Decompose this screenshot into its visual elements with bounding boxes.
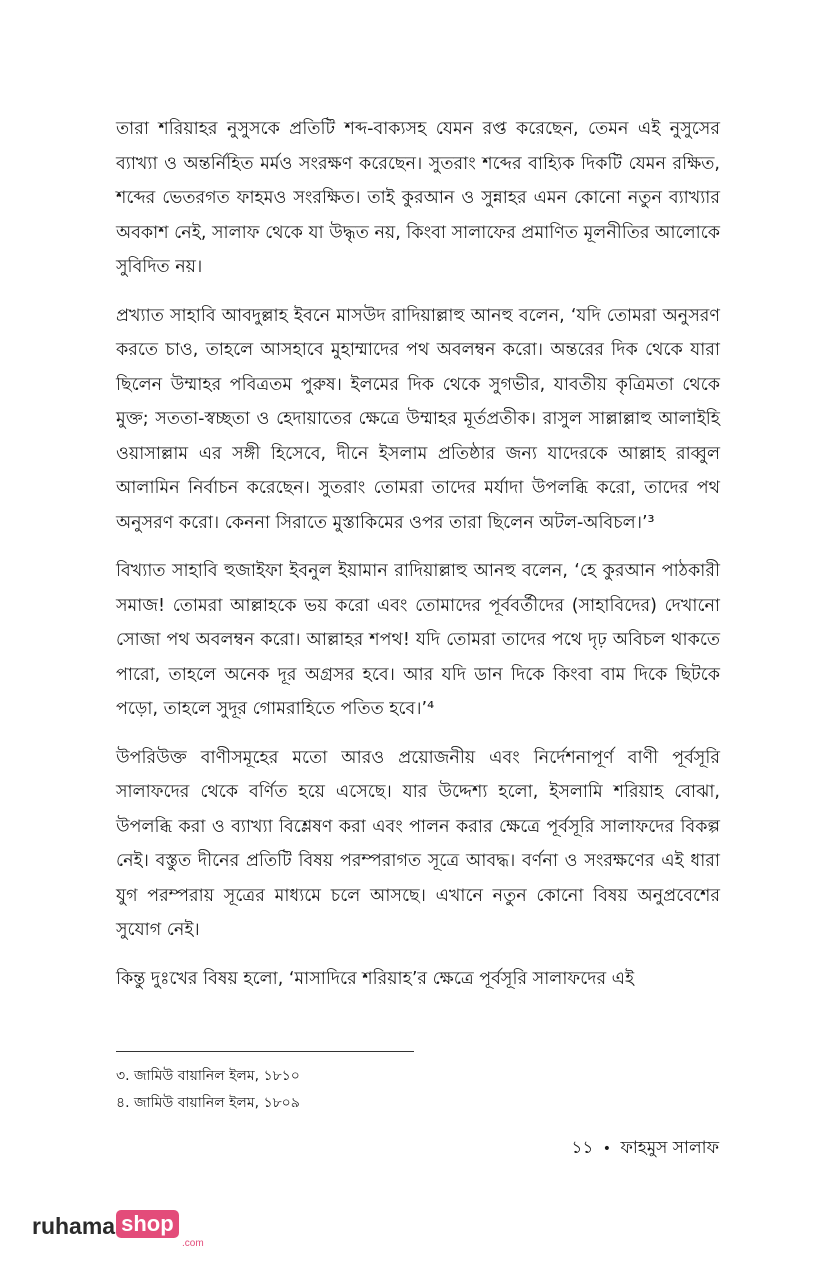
book-title: ফাহমুস সালাফ xyxy=(620,1138,719,1158)
paragraph: বিখ্যাত সাহাবি হুজাইফা ইবনুল ইয়ামান রাদিয়াল্লাহু আনহু বলেন, ‘হে কুরআন পাঠকারী সমাজ! তোমরা আল্লাহকে ভয় করো এবং তোমাদের পূর্ববর্তীদের (সাহাবিদের) দেখানো সোজা পথ অবলম্বন করো। আল্লাহর শপথ! যদি তোমরা তাদের পথে দৃঢ় অবিচল থাকতে পারো, তাহলে অনেক দূর অগ্রসর হবে। আর যদি ডান দিকে কিংবা বাম দিকে ছিটকে পড়ো, তাহলে সুদূর গোমরাহিতে পতিত হবে।’⁴ xyxy=(116,561,720,719)
footnote-divider xyxy=(116,1051,414,1052)
main-text xyxy=(116,112,720,1010)
page-number: ১১ xyxy=(571,1138,594,1158)
paragraph: তারা শরিয়াহর নুসুসকে প্রতিটি শব্দ-বাক্যসহ যেমন রপ্ত করেছেন, তেমন এই নুসুসের ব্যাখ্যা ও অন্তর্নিহিত মর্মও সংরক্ষণ করেছেন। সুতরাং শব্দের বাহ্যিক দিকটি যেমন রক্ষিত, শব্দের ভেতরগত ফাহমও সংরক্ষিত। তাই কুরআন ও সুন্নাহর এমন কোনো নতুন ব্যাখ্যার অবকাশ নেই, সালাফ থেকে যা উদ্ধৃত নয়, কিংবা সালাফের প্রমাণিত মূলনীতির আলোকে সুবিদিত নয়। xyxy=(116,119,720,277)
paragraph: উপরিউক্ত বাণীসমূহের মতো আরও প্রয়োজনীয় এবং নির্দেশনাপূর্ণ বাণী পূর্বসূরি সালাফদের থেকে বর্ণিত হয়ে এসেছে। যার উদ্দেশ্য হলো, ইসলামি শরিয়াহ বোঝা, উপলব্ধি করা ও ব্যাখ্যা বিশ্লেষণ করা এবং পালন করার ক্ষেত্রে পূর্বসূরি সালাফদের বিকল্প নেই। বস্তুত দীনের প্রতিটি বিষয় পরম্পরাগত সূত্রে আবদ্ধ। বর্ণনা ও সংরক্ষণের এই ধারা যুগ পরম্পরায় সূত্রের মাধ্যমে চলে আসছে। এখানে নতুন কোনো বিষয় অনুপ্রবেশের সুযোগ নেই। xyxy=(116,747,720,940)
footnotes xyxy=(116,1063,516,1117)
footnote-item: ৪. জামিউ বায়ানিল ইলম, ১৮০৯ xyxy=(116,1095,300,1111)
footer-separator: • xyxy=(602,1141,612,1157)
paragraph: কিন্তু দুঃখের বিষয় হলো, ‘মাসাদিরে শরিয়াহ’র ক্ষেত্রে পূর্বসূরি সালাফদের এই xyxy=(116,968,635,989)
ruhama-shop-logo xyxy=(32,1210,204,1254)
logo-domain: .com xyxy=(182,1238,204,1249)
logo-shop-badge: shop xyxy=(116,1210,179,1238)
footnote-item: ৩. জামিউ বায়ানিল ইলম, ১৮১০ xyxy=(116,1068,300,1084)
running-footer xyxy=(571,1135,719,1163)
logo-brand-text: ruhama xyxy=(32,1213,116,1239)
paragraph: প্রখ্যাত সাহাবি আবদুল্লাহ ইবনে মাসউদ রাদিয়াল্লাহু আনহু বলেন, ‘যদি তোমরা অনুসরণ করতে চাও, তাহলে আসহাবে মুহাম্মাদের পথ অবলম্বন করো। অন্তরের দিক থেকে যারা ছিলেন উম্মাহর পবিত্রতম পুরুষ। ইলমের দিক থেকে সুগভীর, যাবতীয় কৃত্রিমতা থেকে মুক্ত; সততা-স্বচ্ছতা ও হেদায়াতের ক্ষেত্রে উম্মাহর মূর্তপ্রতীক। রাসুল সাল্লাল্লাহু আলাইহি ওয়াসাল্লাম এর সঙ্গী হিসেবে, দীনে ইসলাম প্রতিষ্ঠার জন্য যাদেরকে আল্লাহ রাব্বুল আলামিন নির্বাচন করেছেন। সুতরাং তোমরা তাদের মর্যাদা উপলব্ধি করো, তাদের পথ অনুসরণ করো। কেননা সিরাতে মুস্তাকিমের ওপর তারা ছিলেন অটল-অবিচল।’³ xyxy=(116,305,720,533)
